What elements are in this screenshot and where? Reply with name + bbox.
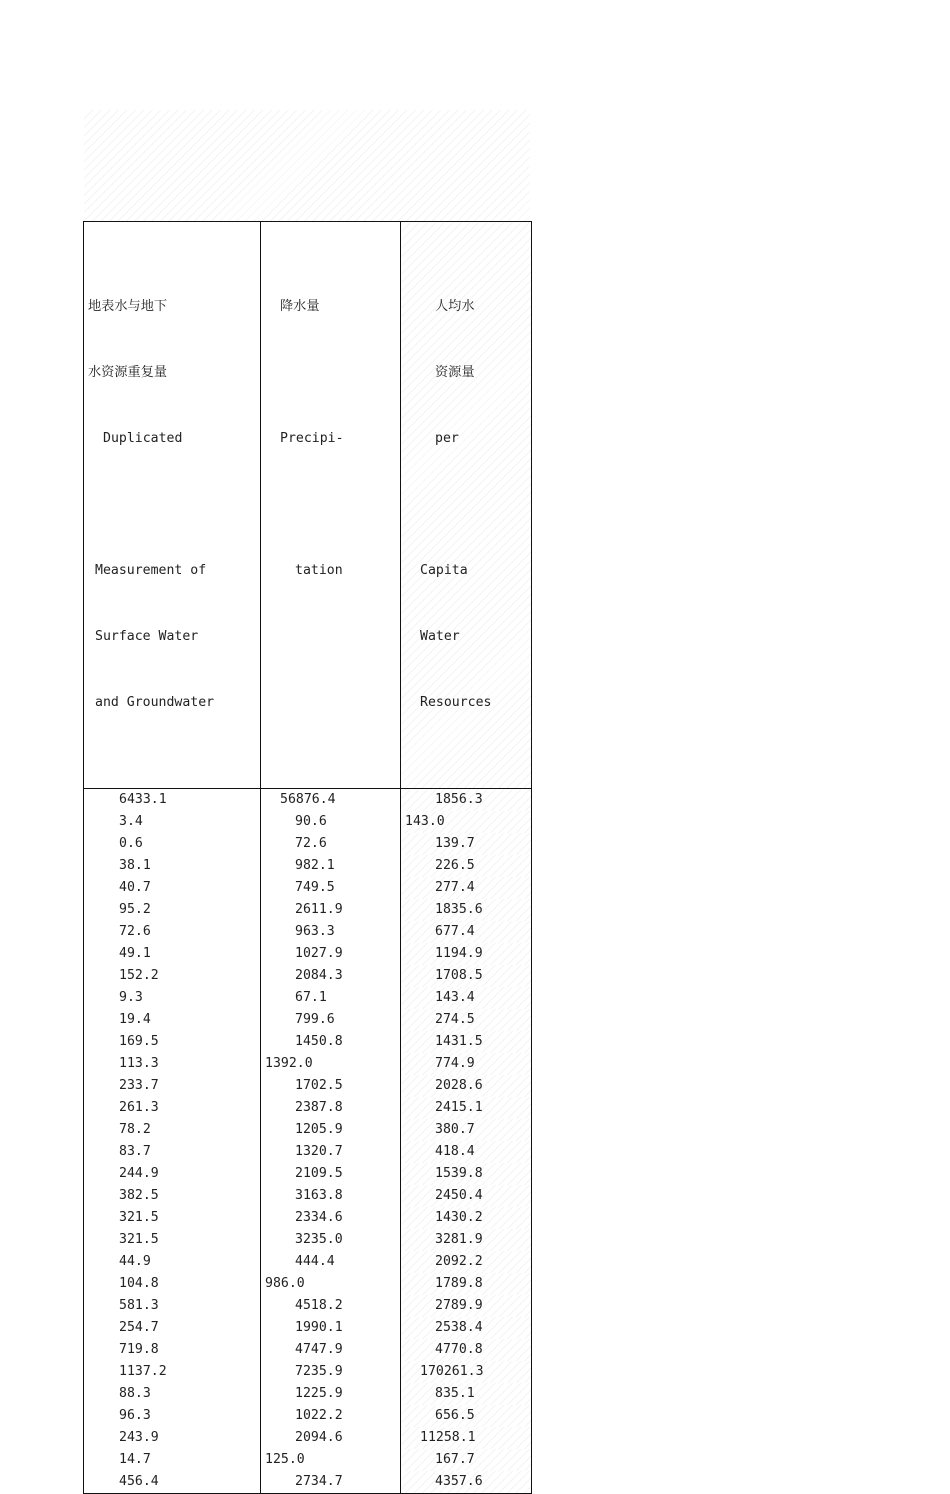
cell-duplicated-measurement [84,1185,261,1207]
header-en-line: and Groundwater [95,695,215,710]
header-en-line [261,626,400,648]
table-row [84,1317,532,1339]
table-row [84,1251,532,1273]
cell-value: 261.3 [119,1100,159,1115]
cell-duplicated-measurement [84,987,261,1009]
cell-value: 1431.5 [435,1034,483,1049]
table-row [84,965,532,987]
cell-per-capita-water [401,1427,532,1449]
cell-precipitation [261,1229,401,1251]
cell-value: 1027.9 [295,946,343,961]
header-per-capita-water [401,222,532,789]
cell-duplicated-measurement [84,1163,261,1185]
cell-precipitation [261,855,401,877]
cell-per-capita-water [401,1207,532,1229]
table-row [84,1075,532,1097]
cell-per-capita-water [401,943,532,965]
header-en-line: Duplicated [103,431,183,446]
cell-value: 78.2 [119,1122,151,1137]
table-row [84,1097,532,1119]
cell-value: 9.3 [119,990,143,1005]
cell-value: 67.1 [295,990,327,1005]
cell-value: 1320.7 [295,1144,343,1159]
table-row [84,855,532,877]
cell-per-capita-water [401,1009,532,1031]
cell-duplicated-measurement [84,921,261,943]
table-row [84,877,532,899]
cell-precipitation [261,1185,401,1207]
cell-value: 2734.7 [295,1474,343,1489]
cell-per-capita-water [401,1229,532,1251]
cell-duplicated-measurement [84,811,261,833]
cell-value: 1539.8 [435,1166,483,1181]
cell-value: 170261.3 [420,1364,484,1379]
cell-duplicated-measurement [84,789,261,812]
cell-value: 56876.4 [280,792,336,807]
cell-duplicated-measurement [84,833,261,855]
cell-value: 382.5 [119,1188,159,1203]
cell-value: 90.6 [295,814,327,829]
cell-value: 95.2 [119,902,151,917]
cell-precipitation [261,1449,401,1471]
cell-precipitation [261,943,401,965]
cell-per-capita-water [401,833,532,855]
header-en-line [401,494,531,516]
cell-value: 7235.9 [295,1364,343,1379]
cell-duplicated-measurement [84,1427,261,1449]
cell-value: 19.4 [119,1012,151,1027]
cell-precipitation [261,1251,401,1273]
table-row [84,1383,532,1405]
cell-value: 1990.1 [295,1320,343,1335]
cell-value: 982.1 [295,858,335,873]
header-en-line: Capita [420,563,468,578]
cell-value: 274.5 [435,1012,475,1027]
cell-duplicated-measurement [84,943,261,965]
cell-precipitation [261,1295,401,1317]
header-duplicated-measurement [84,222,261,789]
cell-duplicated-measurement [84,1295,261,1317]
cell-value: 143.0 [405,814,445,829]
header-en-line: Measurement of [95,563,207,578]
cell-precipitation [261,965,401,987]
cell-precipitation [261,1339,401,1361]
table-row [84,1141,532,1163]
cell-per-capita-water [401,1053,532,1075]
cell-value: 774.9 [435,1056,475,1071]
cell-value: 3.4 [119,814,143,829]
table-row [84,1185,532,1207]
cell-precipitation [261,1427,401,1449]
cell-value: 83.7 [119,1144,151,1159]
table-header-row [84,222,532,789]
cell-value: 6433.1 [119,792,167,807]
cell-value: 254.7 [119,1320,159,1335]
table-row [84,1427,532,1449]
table-row [84,1163,532,1185]
header-zh-line: 人均水 [435,299,475,314]
cell-value: 2109.5 [295,1166,343,1181]
header-en-line: Surface Water [95,629,199,644]
cell-per-capita-water [401,1273,532,1295]
cell-value: 749.5 [295,880,335,895]
cell-duplicated-measurement [84,1207,261,1229]
cell-value: 3235.0 [295,1232,343,1247]
cell-per-capita-water [401,1097,532,1119]
cell-duplicated-measurement [84,1053,261,1075]
cell-duplicated-measurement [84,877,261,899]
cell-per-capita-water [401,1141,532,1163]
cell-duplicated-measurement [84,1361,261,1383]
cell-duplicated-measurement [84,1009,261,1031]
cell-per-capita-water [401,1031,532,1053]
water-resources-table [83,221,532,1494]
cell-per-capita-water [401,1251,532,1273]
cell-value: 1708.5 [435,968,483,983]
cell-per-capita-water [401,1295,532,1317]
cell-value: 4747.9 [295,1342,343,1357]
table-row [84,987,532,1009]
cell-value: 2084.3 [295,968,343,983]
cell-value: 277.4 [435,880,475,895]
cell-value: 233.7 [119,1078,159,1093]
cell-per-capita-water [401,1339,532,1361]
cell-value: 96.3 [119,1408,151,1423]
cell-duplicated-measurement [84,1449,261,1471]
cell-per-capita-water [401,987,532,1009]
cell-value: 1205.9 [295,1122,343,1137]
cell-value: 321.5 [119,1232,159,1247]
cell-value: 0.6 [119,836,143,851]
cell-value: 2789.9 [435,1298,483,1313]
header-en-line [261,692,400,714]
cell-value: 244.9 [119,1166,159,1181]
cell-value: 1225.9 [295,1386,343,1401]
cell-value: 444.4 [295,1254,335,1269]
cell-per-capita-water [401,1317,532,1339]
cell-value: 799.6 [295,1012,335,1027]
cell-value: 1856.3 [435,792,483,807]
cell-precipitation [261,1207,401,1229]
cell-value: 169.5 [119,1034,159,1049]
title-area-shading [84,110,530,222]
cell-duplicated-measurement [84,1273,261,1295]
header-en-line: Precipi- [280,431,344,446]
cell-value: 2450.4 [435,1188,483,1203]
cell-duplicated-measurement [84,1405,261,1427]
cell-value: 677.4 [435,924,475,939]
table-row [84,921,532,943]
cell-value: 152.2 [119,968,159,983]
cell-value: 72.6 [295,836,327,851]
cell-precipitation [261,921,401,943]
cell-precipitation [261,899,401,921]
cell-value: 72.6 [119,924,151,939]
cell-value: 986.0 [265,1276,305,1291]
cell-value: 113.3 [119,1056,159,1071]
cell-value: 418.4 [435,1144,475,1159]
table-row [84,1361,532,1383]
cell-precipitation [261,1141,401,1163]
table-row [84,899,532,921]
cell-precipitation [261,1053,401,1075]
cell-value: 1430.2 [435,1210,483,1225]
cell-value: 321.5 [119,1210,159,1225]
cell-value: 456.4 [119,1474,159,1489]
cell-value: 719.8 [119,1342,159,1357]
header-zh-line: 水资源重复量 [88,365,168,380]
cell-duplicated-measurement [84,965,261,987]
cell-per-capita-water [401,877,532,899]
cell-per-capita-water [401,1075,532,1097]
cell-value: 581.3 [119,1298,159,1313]
cell-value: 44.9 [119,1254,151,1269]
cell-duplicated-measurement [84,1229,261,1251]
cell-value: 1022.2 [295,1408,343,1423]
cell-precipitation [261,1383,401,1405]
header-en-line [84,494,260,516]
cell-precipitation [261,1471,401,1494]
cell-value: 104.8 [119,1276,159,1291]
table-row [84,1229,532,1251]
cell-per-capita-water [401,1163,532,1185]
cell-precipitation [261,1405,401,1427]
cell-per-capita-water [401,965,532,987]
cell-value: 2415.1 [435,1100,483,1115]
header-en-line: Water [420,629,460,644]
cell-value: 835.1 [435,1386,475,1401]
cell-per-capita-water [401,789,532,812]
table-row [84,1009,532,1031]
cell-per-capita-water [401,1361,532,1383]
cell-per-capita-water [401,1185,532,1207]
cell-precipitation [261,811,401,833]
table-body [84,789,532,1494]
cell-duplicated-measurement [84,1251,261,1273]
cell-value: 1194.9 [435,946,483,961]
table-row [84,1031,532,1053]
cell-value: 2334.6 [295,1210,343,1225]
cell-precipitation [261,1361,401,1383]
table-row [84,811,532,833]
cell-value: 143.4 [435,990,475,1005]
cell-value: 2611.9 [295,902,343,917]
cell-duplicated-measurement [84,1141,261,1163]
cell-value: 243.9 [119,1430,159,1445]
cell-value: 1392.0 [265,1056,313,1071]
cell-value: 2538.4 [435,1320,483,1335]
cell-value: 1835.6 [435,902,483,917]
cell-value: 4518.2 [295,1298,343,1313]
cell-value: 3163.8 [295,1188,343,1203]
header-en-line: Resources [420,695,492,710]
cell-duplicated-measurement [84,1075,261,1097]
cell-duplicated-measurement [84,899,261,921]
cell-value: 1789.8 [435,1276,483,1291]
cell-duplicated-measurement [84,1031,261,1053]
cell-value: 11258.1 [420,1430,476,1445]
cell-value: 3281.9 [435,1232,483,1247]
table-row [84,833,532,855]
cell-value: 40.7 [119,880,151,895]
header-precipitation [261,222,401,789]
cell-duplicated-measurement [84,1471,261,1494]
cell-precipitation [261,1075,401,1097]
cell-value: 1137.2 [119,1364,167,1379]
cell-per-capita-water [401,811,532,833]
cell-value: 167.7 [435,1452,475,1467]
cell-precipitation [261,1009,401,1031]
cell-value: 4357.6 [435,1474,483,1489]
cell-value: 226.5 [435,858,475,873]
cell-per-capita-water [401,1383,532,1405]
cell-value: 2094.6 [295,1430,343,1445]
cell-per-capita-water [401,921,532,943]
table-row [84,1471,532,1494]
cell-duplicated-measurement [84,855,261,877]
table-row [84,789,532,812]
cell-precipitation [261,1031,401,1053]
cell-value: 4770.8 [435,1342,483,1357]
header-en-line: tation [295,563,343,578]
header-zh-line [261,362,400,384]
header-zh-line: 资源量 [435,365,475,380]
cell-value: 49.1 [119,946,151,961]
cell-precipitation [261,1273,401,1295]
cell-value: 1702.5 [295,1078,343,1093]
header-en-line: per [435,431,459,446]
header-zh-line: 地表水与地下 [88,299,168,314]
cell-value: 38.1 [119,858,151,873]
table-row [84,1207,532,1229]
cell-duplicated-measurement [84,1097,261,1119]
cell-value: 125.0 [265,1452,305,1467]
table-row [84,1295,532,1317]
cell-duplicated-measurement [84,1119,261,1141]
cell-duplicated-measurement [84,1339,261,1361]
table-row [84,1339,532,1361]
cell-value: 1450.8 [295,1034,343,1049]
table-row [84,943,532,965]
cell-value: 380.7 [435,1122,475,1137]
cell-precipitation [261,877,401,899]
cell-value: 2092.2 [435,1254,483,1269]
cell-duplicated-measurement [84,1317,261,1339]
cell-value: 963.3 [295,924,335,939]
cell-precipitation [261,1317,401,1339]
cell-per-capita-water [401,1449,532,1471]
cell-precipitation [261,833,401,855]
cell-per-capita-water [401,899,532,921]
header-zh-line: 降水量 [280,299,320,314]
cell-duplicated-measurement [84,1383,261,1405]
table-row [84,1053,532,1075]
table-row [84,1119,532,1141]
cell-value: 2387.8 [295,1100,343,1115]
cell-value: 139.7 [435,836,475,851]
cell-precipitation [261,1119,401,1141]
table-row [84,1449,532,1471]
header-en-line [261,494,400,516]
cell-per-capita-water [401,1405,532,1427]
table-row [84,1273,532,1295]
cell-value: 88.3 [119,1386,151,1401]
cell-value: 656.5 [435,1408,475,1423]
cell-precipitation [261,789,401,812]
cell-value: 14.7 [119,1452,151,1467]
cell-per-capita-water [401,1119,532,1141]
cell-per-capita-water [401,1471,532,1494]
cell-per-capita-water [401,855,532,877]
cell-precipitation [261,1097,401,1119]
table-row [84,1405,532,1427]
cell-precipitation [261,1163,401,1185]
cell-value: 2028.6 [435,1078,483,1093]
cell-precipitation [261,987,401,1009]
